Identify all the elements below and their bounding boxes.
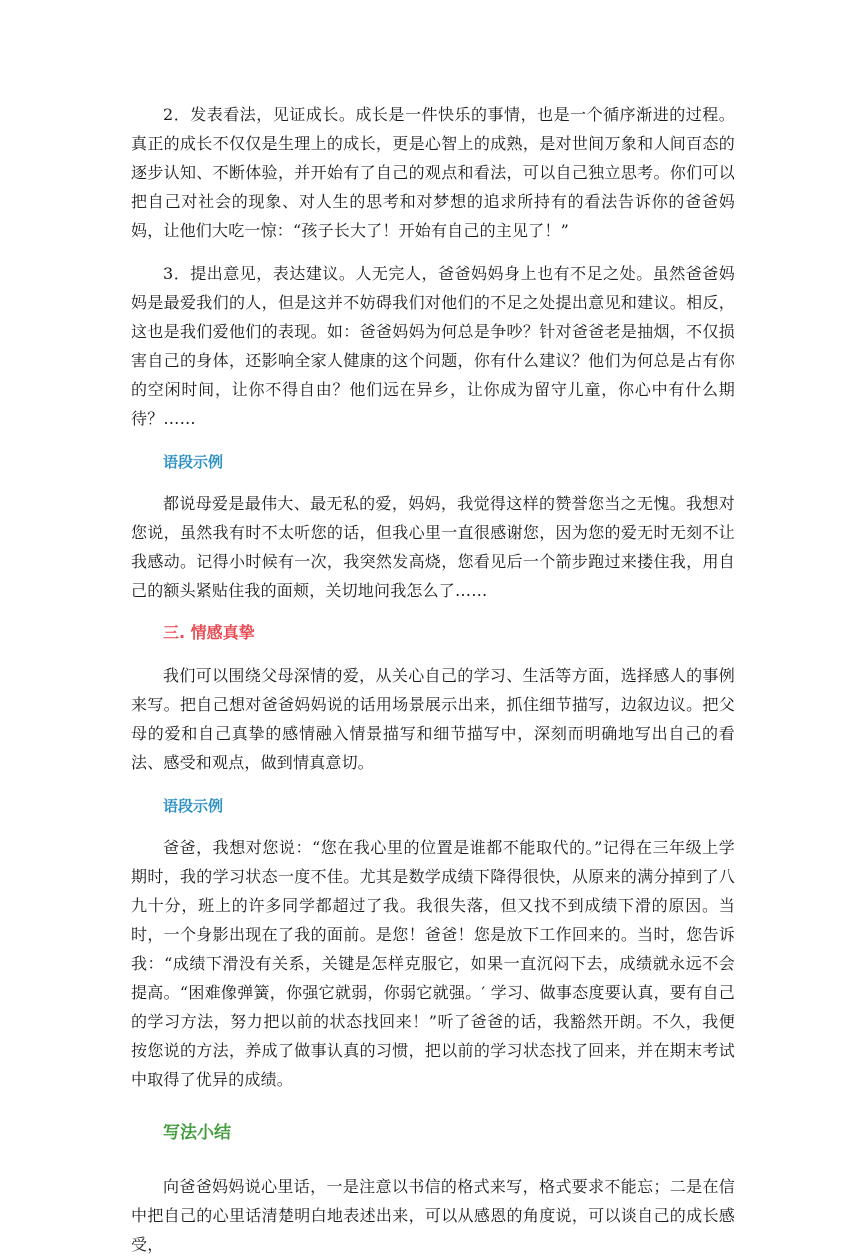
paragraph-sincere-emotion: 我们可以围绕父母深情的爱，从关心自己的学习、生活等方面，选择感人的事例来写。把自己想对爸爸妈妈说的话用场景展示出来，抓住细节描写，边叙边议。把父母的爱和自己真挚的感情融入情景描写和细节描写中，深刻而明确地写出自己的看法、感受和观点，做到情真意切。 [131, 666, 735, 772]
summary-heading: 写法小结 [163, 1123, 231, 1143]
paragraph-example-father: 爸爸，我想对您说：“您在我心里的位置是谁都不能取代的。”记得在三年级上学期时，我的学习状态一度不佳。尤其是数学成绩下降得很快，从原来的满分掉到了八九十分，班上的许多同学都超过了我。我很失落，但又找不到成绩下滑的原因。当时，一个身影出现在了我的面前。是您！爸爸！您是放下工作回来的。当时，您告诉我：“成绩下滑没有关系，关键是怎样克服它，如果一直沉闷下去，成绩就永远不会提高。“困难像弹簧，你强它就弱，你弱它就强。′ 学习、做事态度要认真，要有自己的学习方法，努力把以前的状态找回来！”听了爸爸的话，我豁然开朗。不久，我便按您说的方法，养成了做事认真的习惯，把以前的学习状态找了回来，并在期末考试中取得了优异的成绩。 [131, 838, 735, 1089]
paragraph-example-mother: 都说母爱是最伟大、最无私的爱，妈妈，我觉得这样的赞誉您当之无愧。我想对您说，虽然我有时不太听您的话，但我心里一直很感谢您，因为您的爱无时无刻不让我感动。记得小时候有一次，我突然发高烧，您看见后一个箭步跑过来搂住我，用自己的额头紧贴住我的面颊，关切地问我怎么了…… [131, 494, 735, 600]
example-heading: 语段示例 [163, 453, 224, 471]
document-page [131, 100, 735, 1259]
paragraph-express-views: 2．发表看法，见证成长。成长是一件快乐的事情，也是一个循序渐进的过程。真正的成长不仅仅是生理上的成长，更是心智上的成熟，是对世间万象和人间百态的逐步认知、不断体验，并开始有了自己的观点和看法，可以自己独立思考。你们可以把自己对社会的现象、对人生的思考和对梦想的追求所持有的看法告诉你的爸爸妈妈，让他们大吃一惊：“孩子长大了！开始有自己的主见了！” [131, 105, 735, 240]
paragraph-summary: 向爸爸妈妈说心里话，一是注意以书信的格式来写，格式要求不能忘；二是在信中把自己的心里话清楚明白地表述出来，可以从感恩的角度说，可以谈自己的成长感受， [131, 1177, 735, 1254]
section-heading-sincere-emotion: 三. 情感真挚 [163, 623, 255, 642]
example-heading: 语段示例 [163, 797, 224, 815]
paragraph-give-suggestions: 3．提出意见，表达建议。人无完人，爸爸妈妈身上也有不足之处。虽然爸爸妈妈是最爱我们的人，但是这并不妨碍我们对他们的不足之处提出意见和建议。相反，这也是我们爱他们的表现。如：爸爸妈妈为何总是争吵？针对爸爸老是抽烟，不仅损害自己的身体，还影响全家人健康的这个问题，你有什么建议？他们为何总是占有你的空闲时间，让你不得自由？他们远在异乡，让你成为留守儿童，你心中有什么期待？…… [131, 264, 735, 428]
